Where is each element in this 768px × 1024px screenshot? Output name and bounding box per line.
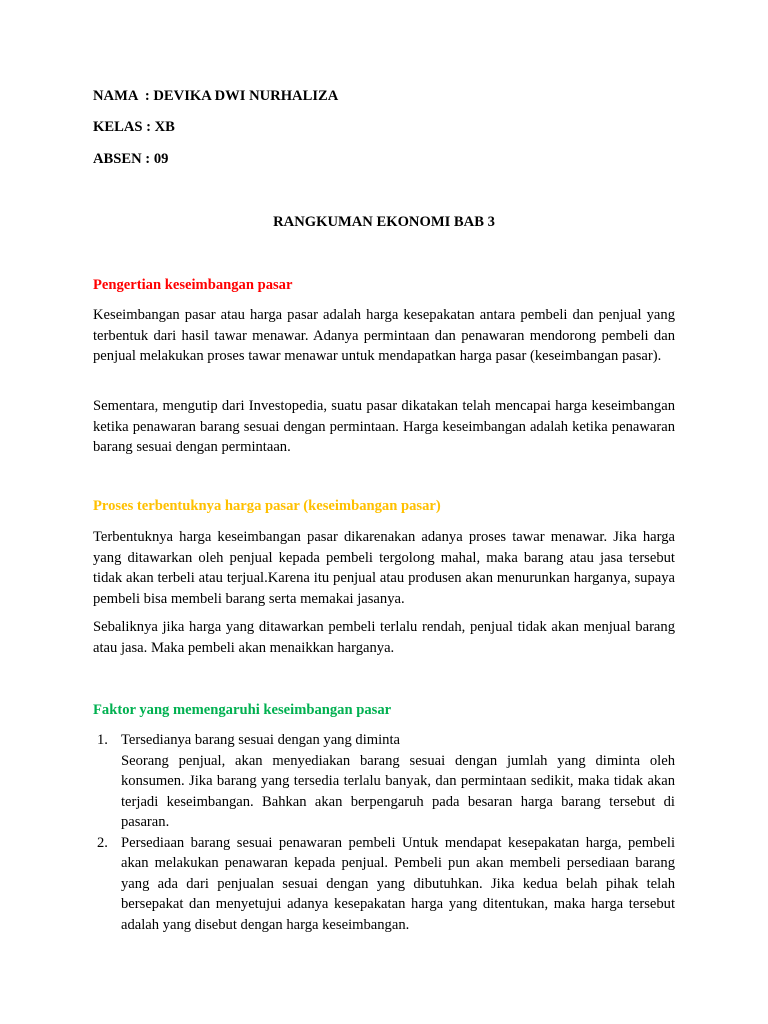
list-item [93,833,675,936]
paragraph: Terbentuknya harga keseimbangan pasar dikarenakan adanya proses tawar menawar. Jika harga yang ditawarkan oleh penjual kepada pembeli tergolong mahal, maka barang atau jasa tersebut tidak akan terbeli atau terjual.Karena itu penjual atau produsen akan menurunkan harganya, supaya pembeli bisa membeli barang serta memakai jasanya. [93,529,675,607]
student-absen: ABSEN : 09 [93,151,169,167]
list-number: 2. [97,834,108,851]
paragraph: Sebaliknya jika harga yang ditawarkan pembeli terlalu rendah, penjual tidak akan menjual barang atau jasa. Maka pembeli akan menaikkan harganya. [93,619,675,656]
student-class: KELAS : XB [93,119,175,135]
list-number: 1. [97,732,108,748]
paragraph: Sementara, mengutip dari Investopedia, suatu pasar dikatakan telah mencapai harga keseimbangan ketika penawaran barang sesuai dengan permintaan. Harga keseimbangan adalah ketika penawaran barang sesuai dengan permintaan. [93,398,675,455]
section-heading-proses: Proses terbentuknya harga pasar (keseimbangan pasar) [93,498,441,514]
document-title: RANGKUMAN EKONOMI BAB 3 [273,214,495,230]
factor-list [93,730,675,935]
paragraph: Keseimbangan pasar atau harga pasar adalah harga kesepakatan antara pembeli dan penjual yang terbentuk dari hasil tawar menawar. Adanya permintaan dan penawaran mendorong pembeli dan penjual melakukan proses tawar menawar untuk mendapatkan harga pasar (keseimbangan pasar). [93,307,675,364]
student-name: NAMA : DEVIKA DWI NURHALIZA [93,88,339,104]
list-item-text: Persediaan barang sesuai penawaran pembeli Untuk mendapat kesepakatan harga, pembeli akan melakukan penawaran kepada penjual. Pembeli pun akan membeli persediaan barang yang ada dari penjualan sesuai dengan yang dibutuhkan. Jika kedua belah pihak telah bersepakat dan menyetujui adanya kesepakatan harga yang ditentukan, maka harga tersebut adalah yang disebut dengan harga keseimbangan. [121,834,675,933]
list-item-text: Seorang penjual, akan menyediakan barang sesuai dengan jumlah yang diminta oleh konsumen. Jika barang yang tersedia terlalu banyak, dan permintaan sedikit, maka tidak akan terjadi keseimbangan. Bahkan akan berpengaruh pada besaran harga barang tersebut di pasaran. [121,752,675,830]
list-item-title: Tersedianya barang sesuai dengan yang diminta [121,732,400,748]
section-heading-faktor: Faktor yang memengaruhi keseimbangan pasar [93,702,392,718]
list-item [93,730,675,833]
section-heading-pengertian: Pengertian keseimbangan pasar [93,277,293,293]
